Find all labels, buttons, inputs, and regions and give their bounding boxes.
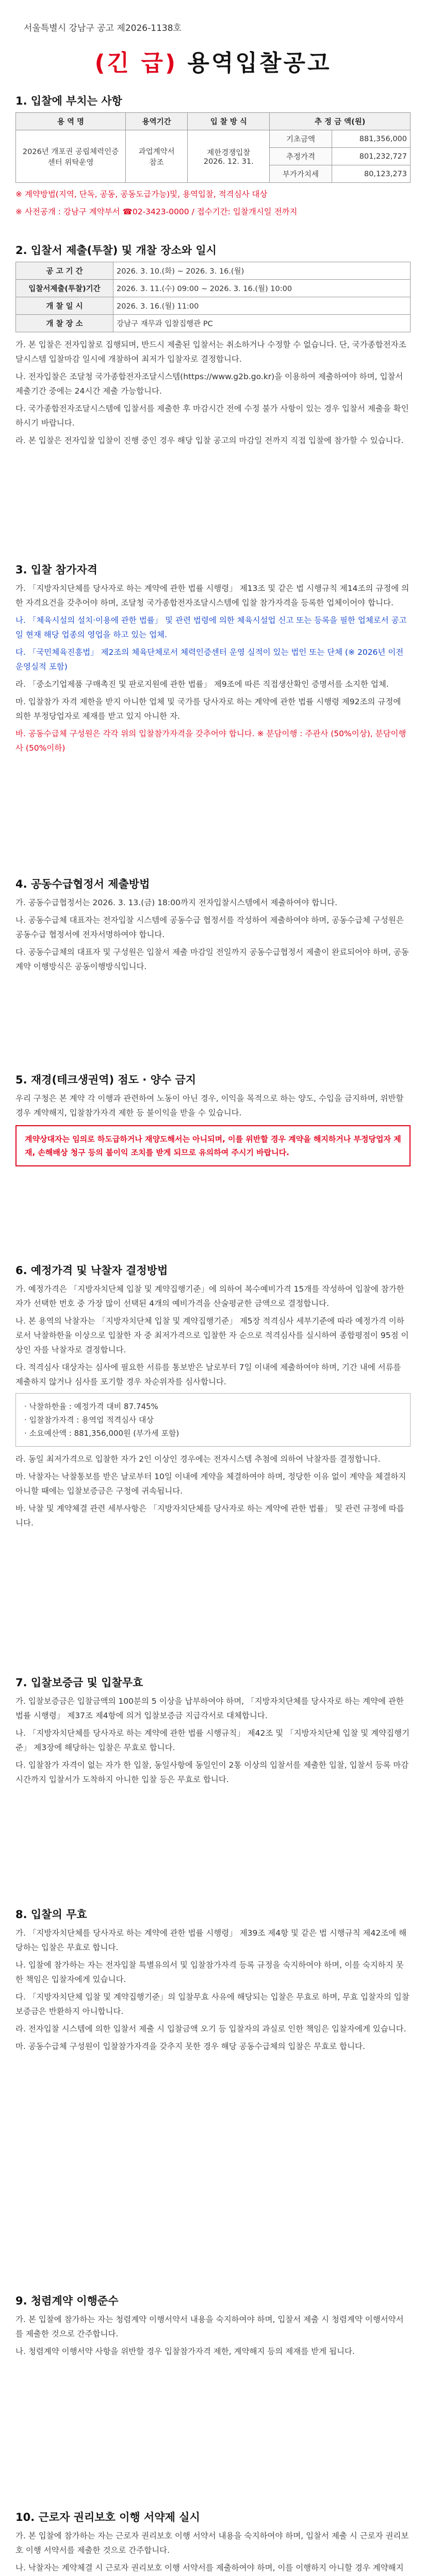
section-heading: 8. 입찰의 무효 xyxy=(15,1908,87,1921)
paragraph: 가. 본 입찰에 참가하는 자는 근로자 권리보호 이행 서약서 내용을 숙지하여야 하며, 입찰서 제출 시 근로자 권리보호 이행 서약서를 제출한 것으로 간주합니다. xyxy=(15,2531,409,2555)
section-heading: 5. 재경(테크생권역) 점도 · 양수 금지 xyxy=(15,1074,196,1086)
bid-method: 제한경쟁입찰 2026. 12. 31. xyxy=(188,130,270,183)
section-heading: 2. 입찰서 제출(투찰) 및 개찰 장소와 일시 xyxy=(15,244,217,257)
schedule-table xyxy=(15,262,411,332)
section-heading: 1. 입찰에 부치는 사항 xyxy=(15,95,122,107)
service-name: 2026년 개포권 공립체력인증센터 위탁운영 xyxy=(16,130,126,183)
bid-item-table xyxy=(15,112,411,183)
paragraph: 가. 본 입찰에 참가하는 자는 청렴계약 이행서약서 내용을 숙지하여야 하며, 입찰서 제출 시 청렴계약 이행서약서를 제출한 것으로 간주합니다. xyxy=(15,2315,404,2338)
section-7 xyxy=(15,1674,411,1790)
paragraph: 바. 낙찰 및 계약체결 관련 세부사항은 「지방자치단체를 당사자로 하는 계약에 관한 법률」 및 관련 규정에 따릅니다. xyxy=(15,1504,404,1528)
amount-value: 80,123,273 xyxy=(332,165,410,183)
paragraph: 라. 「중소기업제품 구매촉진 및 판로지원에 관한 법률」 제9조에 따른 직접생산확인 증명서를 소지한 업체. xyxy=(15,680,389,689)
title-main: 용역입찰공고 xyxy=(187,50,332,76)
table-header: 용 역 명 xyxy=(16,113,126,130)
paragraph: 나. 공동수급체 대표자는 전자입찰 시스템에 공동수급 협정서를 작성하여 제출하여야 하며, 공동수급체 구성원은 공동수급 협정서에 전자서명하여야 합니다. xyxy=(15,916,404,939)
page-title xyxy=(0,44,426,77)
schedule-label: 입찰서제출(투찰)기간 xyxy=(16,280,113,297)
paragraph: 다. 적격심사 대상자는 심사에 필요한 서류를 통보받은 날로부터 7일 이내에 제출하여야 하며, 기간 내에 서류를 제출하지 않거나 심사를 포기할 경우 차순위자를 심사합니다. xyxy=(15,1363,401,1386)
section-5 xyxy=(15,1072,411,1166)
table-header: 입 찰 방 식 xyxy=(188,113,270,130)
note: ※ 계약방법(지역, 단독, 공동, 공동도급가능)및, 용역입찰, 적격심사 대상 xyxy=(15,190,268,199)
section-8 xyxy=(15,1906,411,2057)
schedule-label: 개 찰 일 시 xyxy=(16,297,113,315)
section-9 xyxy=(15,2293,411,2362)
paragraph: 가. 「지방자치단체를 당사자로 하는 계약에 관한 법률 시행령」 제39조 제4항 및 같은 법 시행규칙 제42조에 해당하는 입찰은 무효로 합니다. xyxy=(15,1928,407,1952)
paragraph: 가. 「지방자치단체를 당사자로 하는 계약에 관한 법률 시행령」 제13조 및 같은 법 시행규칙 제14조의 규정에 의한 자격요건을 갖추어야 하며, 조달청 국가종합전자조달시스템에 입찰 참가자격을 등록한 업체이어야 합니다. xyxy=(15,584,409,607)
table-header: 추 정 금 액(원) xyxy=(270,113,411,130)
schedule-value: 강남구 재무과 입찰집행관 PC xyxy=(113,315,411,332)
section-heading: 9. 청렴계약 이행준수 xyxy=(15,2295,119,2307)
amount-value: 881,356,000 xyxy=(332,130,410,148)
paragraph: 가. 예정가격은 「지방자치단체 입찰 및 계약집행기준」에 의하여 복수예비가격 15개를 작성하여 입찰에 참가한 자가 선택한 번호 중 가장 많이 선택된 4개의 예비가격을 산술평균한 금액으로 결정합니다. xyxy=(15,1284,404,1308)
paragraph: 다. 공동수급체의 대표자 및 구성원은 입찰서 제출 마감일 전일까지 공동수급협정서 제출이 완료되어야 하며, 공동계약 이행방식은 공동이행방식입니다. xyxy=(15,947,409,971)
schedule-label: 개 찰 장 소 xyxy=(16,315,113,332)
paragraph: 나. 낙찰자는 계약체결 시 근로자 권리보호 이행 서약서를 제출하여야 하며, 이를 이행하지 아니할 경우 계약해지 xyxy=(15,2563,404,2572)
schedule-label: 공 고 기 간 xyxy=(16,262,113,280)
section-heading: 10. 근로자 권리보호 이행 서약제 실시 xyxy=(15,2511,200,2523)
paragraph: 가. 본 입찰은 전자입찰로 집행되며, 반드시 제출된 입찰서는 취소하거나 수정할 수 없습니다. 단, 국가종합전자조달시스템 입찰마감 일시에 개찰하여 최저가 입찰자로 결정합니다. xyxy=(15,340,406,364)
paragraph: 라. 전자입찰 시스템에 의한 입찰서 제출 시 입찰금액 오기 등 입찰자의 과실로 인한 책임은 입찰자에게 있습니다. xyxy=(15,2024,406,2033)
notice-number: 서울특별시 강남구 공고 제2026-1138호 xyxy=(24,23,182,33)
service-period: 과업계약서 참조 xyxy=(126,130,188,183)
section-heading: 3. 입찰 참가자격 xyxy=(15,564,97,576)
paragraph: 라. 동일 최저가격으로 입찰한 자가 2인 이상인 경우에는 전자시스템 추첨에 의하여 낙찰자를 결정합니다. xyxy=(15,1454,381,1464)
paragraph: 다. 국가종합전자조달시스템에 입찰서를 제출한 후 마감시간 전에 수정 불가 사항이 있는 경우 입찰서 제출을 확인하시기 바랍니다. xyxy=(15,404,409,428)
paragraph: 다. 「국민체육진흥법」 제2조의 체육단체로서 체력인증센터 운영 실적이 있는 법인 또는 단체 (※ 2026년 이전 운영실적 포함) xyxy=(15,648,404,671)
paragraph: 나. 「지방자치단체를 당사자로 하는 계약에 관한 법률 시행규칙」 제42조 및 「지방자치단체 입찰 및 계약집행기준」 제3장에 해당하는 입찰은 무효로 합니다. xyxy=(15,1728,410,1752)
section-heading: 6. 예정가격 및 낙찰자 결정방법 xyxy=(15,1264,168,1277)
schedule-value: 2026. 3. 10.(화) ~ 2026. 3. 16.(월) xyxy=(113,262,411,280)
section-2 xyxy=(15,242,411,451)
section-6 xyxy=(15,1262,411,1533)
amount-value: 801,232,727 xyxy=(332,148,410,165)
paragraph: 가. 공동수급협정서는 2026. 3. 13.(금) 18:00까지 전자입찰시스템에서 제출하여야 합니다. xyxy=(15,898,338,907)
paragraph: 바. 공동수급체 구성원은 각각 위의 입찰참가자격을 갖추어야 합니다. ※ 분담이행 : 주관사 (50%이상), 분담이행사 (50%이하) xyxy=(15,729,406,753)
section-3 xyxy=(15,562,411,758)
info-box: · 낙찰하한율 : 예정가격 대비 87.745% · 입찰참가자격 : 용역업 적격심사 대상 · 소요예산액 : 881,356,000원 (부가세 포함) xyxy=(15,1393,411,1447)
paragraph: 라. 본 입찰은 전자입찰 입찰이 진행 중인 경우 해당 입찰 공고의 마감일 전까지 직접 입찰에 참가할 수 있습니다. xyxy=(15,436,404,445)
paragraph: 마. 입찰참가 자격 제한을 받지 아니한 업체 및 국가를 당사자로 하는 계약에 관한 법률 시행령 제92조의 규정에 의한 부정당업자로 제재를 받고 있지 아니한 자. xyxy=(15,697,401,721)
paragraph: 나. 입찰에 참가하는 자는 전자입찰 특별유의서 및 입찰참가자격 등록 규정을 숙지하여야 하며, 이를 숙지하지 못한 책임은 입찰자에게 있습니다. xyxy=(15,1960,404,1984)
paragraph: 나. 전자입찰은 조달청 국가종합전자조달시스템(https://www.g2b.go.kr)을 이용하여 제출하여야 하며, 입찰서 제출기간 중에는 24시간 제출 가능합니다. xyxy=(15,372,403,396)
section-heading: 4. 공동수급협정서 제출방법 xyxy=(15,878,150,890)
amount-label: 기초금액 xyxy=(270,130,332,148)
section-4 xyxy=(15,876,411,977)
paragraph: 마. 낙찰자는 낙찰통보를 받은 날로부터 10일 이내에 계약을 체결하여야 하며, 정당한 이유 없이 계약을 체결하지 아니할 때에는 입찰보증금은 구청에 귀속됩니다. xyxy=(15,1472,406,1496)
warning-box: 계약상대자는 임의로 하도급하거나 재양도해서는 아니되며, 이를 위반할 경우 계약을 해지하거나 부정당업자 제재, 손해배상 청구 등의 불이익 조치를 받게 되므로 유의하여 주시기 바랍니다. xyxy=(15,1125,411,1166)
note: ※ 사전공개 : 강남구 계약부서 ☎02-3423-0000 / 접수기간: 입찰개시일 전까지 xyxy=(15,207,298,216)
paragraph: 나. 청렴계약 이행서약 사항을 위반할 경우 입찰참가자격 제한, 계약해지 등의 제재를 받게 됩니다. xyxy=(15,2347,355,2356)
amount-label: 추정가격 xyxy=(270,148,332,165)
paragraph: 나. 본 용역의 낙찰자는 「지방자치단체 입찰 및 계약집행기준」 제5장 적격심사 세부기준에 따라 예정가격 이하로서 낙찰하한율 이상으로 입찰한 자 중 최저가격으로 입찰한 자 순으로 적격심사를 실시하여 종합평점이 95점 이상인 자를 낙찰자로 결정합니다. xyxy=(15,1316,409,1354)
paragraph: 다. 「지방자치단체 입찰 및 계약집행기준」의 입찰무효 사유에 해당되는 입찰은 무효로 하며, 무효 입찰자의 입찰보증금은 반환하지 아니합니다. xyxy=(15,1992,409,2016)
schedule-value: 2026. 3. 11.(수) 09:00 ~ 2026. 3. 16.(월) 10:00 xyxy=(113,280,411,297)
amount-label: 부가가치세 xyxy=(270,165,332,183)
section-10 xyxy=(15,2509,411,2576)
table-header: 용역기간 xyxy=(126,113,188,130)
paragraph: 우리 구청은 본 계약 각 이행과 관련하여 노동이 아닌 경우, 이익을 목적으로 하는 양도, 수입을 금지하며, 위반할 경우 계약해지, 입찰참가자격 제한 등 불이익을 받을 수 있습니다. xyxy=(15,1094,404,1117)
paragraph: 나. 「체육시설의 설치·이용에 관한 법률」 및 관련 법령에 의한 체육시설업 신고 또는 등록을 필한 업체로서 공고일 현재 해당 업종의 영업을 하고 있는 업체. xyxy=(15,616,407,639)
section-1 xyxy=(15,93,411,222)
paragraph: 마. 공동수급체 구성원이 입찰참가자격을 갖추지 못한 경우 해당 공동수급체의 입찰은 무효로 합니다. xyxy=(15,2042,365,2051)
paragraph: 다. 입찰참가 자격이 없는 자가 한 입찰, 동일사항에 동일인이 2통 이상의 입찰서를 제출한 입찰, 입찰서 등록 마감시간까지 입찰서가 도착하지 아니한 입찰 등은 무효로 합니다. xyxy=(15,1760,409,1784)
schedule-value: 2026. 3. 16.(월) 11:00 xyxy=(113,297,411,315)
urgent-label: (긴 급) xyxy=(94,50,178,76)
section-heading: 7. 입찰보증금 및 입찰무효 xyxy=(15,1676,143,1689)
paragraph: 가. 입찰보증금은 입찰금액의 100분의 5 이상을 납부하여야 하며, 「지방자치단체를 당사자로 하는 계약에 관한 법률 시행령」 제37조 제4항에 의거 입찰보증금 지급각서로 대체합니다. xyxy=(15,1697,404,1720)
